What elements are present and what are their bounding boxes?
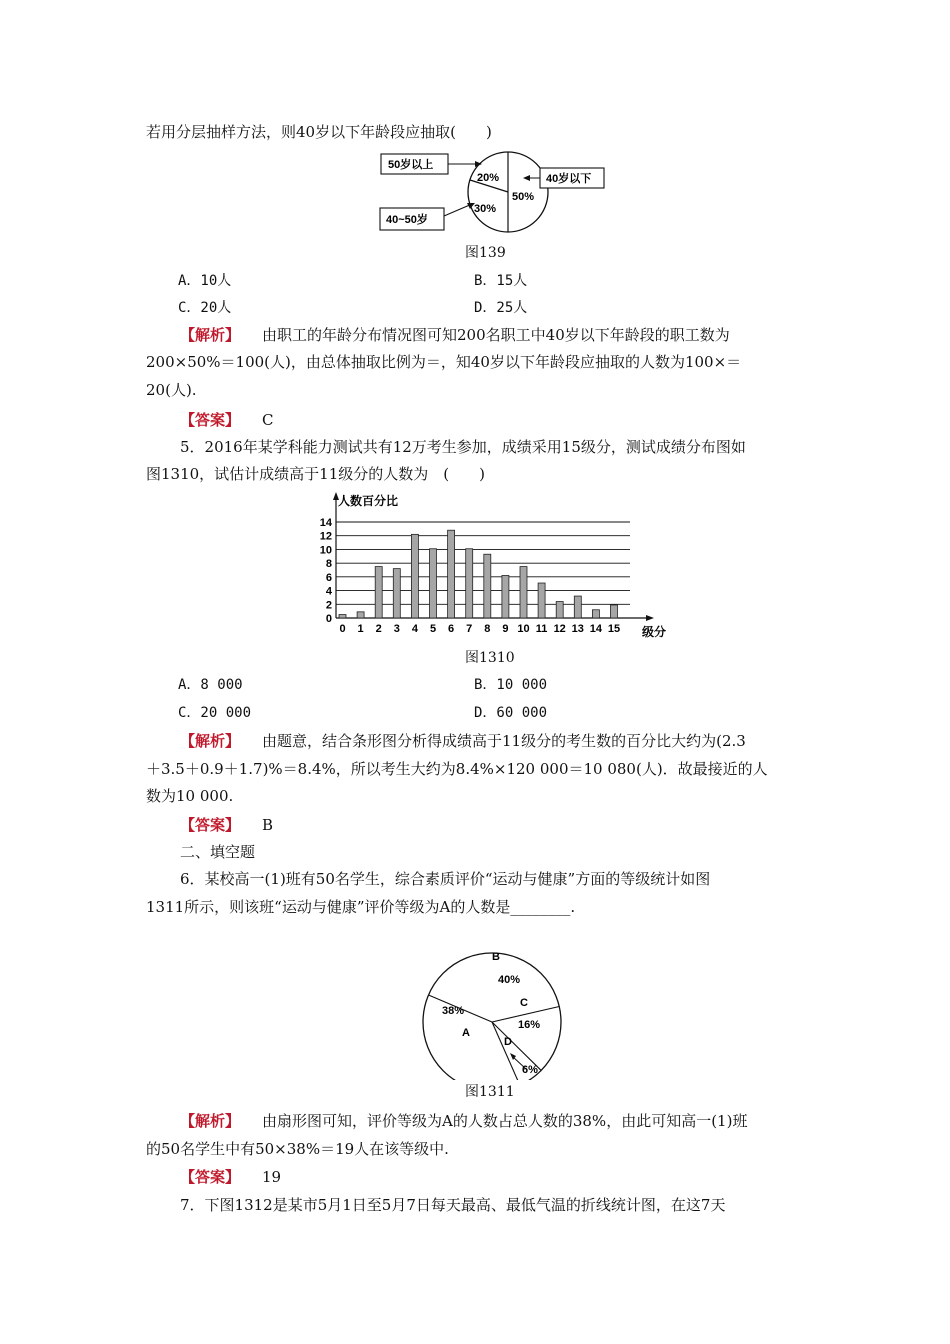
age-slice-mid-pct: 30% [474,203,497,215]
age-pie-figure [376,150,616,234]
q5-answer-value: B [262,816,274,834]
q6-answer-line [180,1167,281,1187]
bar-chart-xtick: 5 [429,623,437,635]
q4-answer-tag: 【答案】 [180,411,241,429]
q4-option-d: D．25人 [474,300,528,316]
q4-answer-line [180,410,274,430]
q6-analysis-text1: 由扇形图可知，评价等级为A的人数占总人数的38%，由此可知高一(1)班 [262,1112,748,1130]
bar-chart-ytick: 10 [319,544,332,557]
bar-chart-xtick: 9 [502,623,509,635]
label-mid: 40~50岁 [386,214,428,226]
bar-chart-xtick: 15 [607,623,621,635]
slice-a-label: A [462,1027,470,1039]
bar-chart-xtick: 7 [466,623,473,635]
bar-chart-xtick: 4 [411,623,418,635]
bar-chart-x-arrow [646,615,654,621]
fig1310-caption: 图1310 [465,650,515,666]
slice-c-label: C [520,997,528,1009]
bar-chart-bar [592,610,599,618]
q4-analysis-line3: 20(人). [146,381,197,399]
bar-chart-bar [448,530,455,618]
section-heading-fill-blank: 二、填空题 [180,843,256,861]
bar-chart-bar [574,596,581,618]
slice-d-pct: 6% [522,1064,538,1076]
q4-option-b: B．15人 [474,273,528,289]
bar-chart-bar [375,567,382,618]
slice-a-pct: 38% [442,1005,465,1017]
q4-analysis-line1 [180,325,730,345]
fig1311-caption: 图1311 [465,1084,515,1100]
label-under40: 40岁以下 [546,173,592,185]
q6-stem-line1: 6．某校高一(1)班有50名学生，综合素质评价“运动与健康”方面的等级统计如图 [180,870,711,888]
bar-chart-xtick: 13 [571,623,584,635]
q5-analysis-text1: 由题意，结合条形图分析得成绩高于11级分的考生数的百分比大约为(2.3 [262,732,746,750]
bar-chart-ytick: 12 [319,530,332,543]
bar-chart-xtick: 6 [448,623,455,635]
q5-option-a: A．8 000 [178,677,243,693]
q4-option-a: A．10人 [178,273,232,289]
q5-option-c: C．20 000 [178,705,252,721]
bar-chart-bar [430,549,437,618]
bar-chart-bar [556,602,563,618]
q6-answer-tag: 【答案】 [180,1168,241,1186]
bar-chart-bar [520,567,527,618]
bar-chart-bar [411,534,418,618]
q5-option-b: B．10 000 [474,677,548,693]
q4-option-c: C．20人 [178,300,232,316]
bar-chart-xtick: 14 [589,623,603,635]
bar-chart-ytick: 14 [319,517,332,529]
bar-chart-xtick: 3 [393,623,400,635]
bar-chart-bar [339,615,346,618]
bar-chart-xtick: 10 [517,623,530,635]
bar-chart-bar [466,549,473,618]
q5-analysis-line2: ＋3.5＋0.9＋1.7)%＝8.4%，所以考生大约为8.4%×120 000＝10 080(人)．故最接近的人 [146,760,768,778]
q5-answer-tag: 【答案】 [180,816,241,834]
q4-stem: 若用分层抽样方法，则40岁以下年龄段应抽取( ) [146,123,492,141]
slice-d-label: D [504,1036,512,1048]
bar-chart-xtick: 8 [484,623,491,635]
bar-chart-ytick: 0 [325,613,332,625]
grade-pie-chart [420,930,580,1080]
q6-analysis-line1 [180,1111,747,1131]
bar-chart-xtick: 11 [535,623,548,635]
q4-analysis-tag: 【解析】 [180,326,241,344]
bar-chart-xtick: 1 [357,623,364,635]
bar-chart-bar [357,612,364,618]
q5-answer-line [180,815,273,835]
age-slice-under40-pct: 50% [512,191,535,203]
bar-chart-ytick: 8 [325,558,332,571]
slice-c-pct: 16% [518,1019,541,1031]
q6-answer-value: 19 [262,1168,282,1186]
bar-chart-xlabel: 级分 [642,625,667,639]
fig139-caption: 图139 [465,245,506,261]
arrow-mid [444,204,472,216]
q4-analysis-line2: 200×50%＝100(人)，由总体抽取比例为＝，知40岁以下年龄段应抽取的人数为100×＝ [146,353,742,371]
bar-chart-bar [502,575,509,618]
bar-chart-ytick: 6 [325,571,332,584]
bar-chart-ylabel: 人数百分比 [338,494,399,508]
bar-chart-xtick: 0 [339,623,346,635]
bar-chart-bar [484,554,491,618]
q5-analysis-line3: 数为10 000. [146,787,234,805]
q5-analysis-line1 [180,731,746,751]
slice-b-pct: 40% [498,974,521,986]
age-slice-over50-pct: 20% [477,172,500,184]
score-bar-chart [312,492,672,642]
q6-stem-line2: 1311所示，则该班“运动与健康”评价等级为A的人数是________. [146,898,576,916]
q5-analysis-tag: 【解析】 [180,732,241,750]
bar-chart-xtick: 12 [553,623,566,635]
bar-chart-bar [538,583,545,618]
bar-chart-bar [611,605,618,618]
bar-chart-ytick: 4 [325,585,332,598]
q5-stem-line1: 5．2016年某学科能力测试共有12万考生参加，成绩采用15级分，测试成绩分布图如 [180,438,746,456]
q4-answer-value: C [262,411,274,429]
q6-analysis-line2: 的50名学生中有50×38%＝19人在该等级中. [146,1140,449,1158]
q5-stem-line2: 图1310，试估计成绩高于11级分的人数为 ( ) [146,465,485,483]
bar-chart-ytick: 2 [325,599,332,612]
q5-option-d: D．60 000 [474,705,548,721]
slice-b-label: B [492,951,500,963]
label-over50: 50岁以上 [388,159,434,171]
bar-chart-xtick: 2 [375,623,382,635]
q4-analysis-text1: 由职工的年龄分布情况图可知200名职工中40岁以下年龄段的职工数为 [262,326,730,344]
q6-analysis-tag: 【解析】 [180,1112,241,1130]
q7-stem-line1: 7．下图1312是某市5月1日至5月7日每天最高、最低气温的折线统计图，在这7天 [180,1196,726,1214]
bar-chart-bar [393,569,400,618]
